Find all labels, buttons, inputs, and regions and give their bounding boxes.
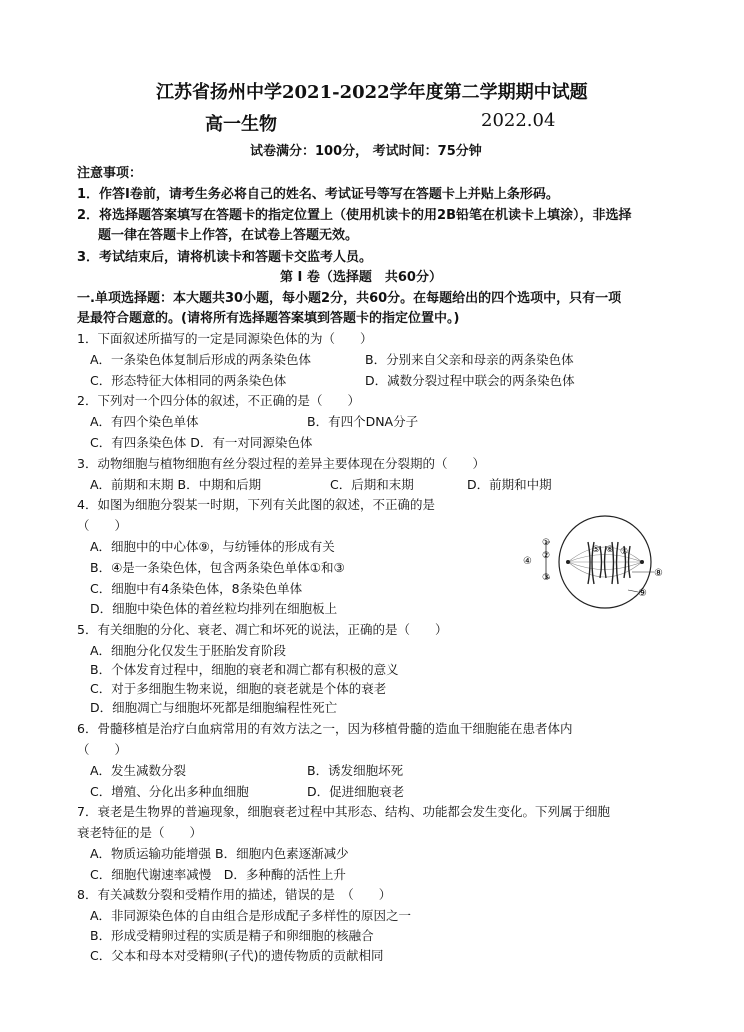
notice-item: 题一律在答题卡上作答，在试卷上答题无效。 (98, 228, 359, 243)
option-b: B．形成受精卵过程的实质是精子和卵细胞的核融合 (90, 928, 374, 943)
label-1: ① (542, 538, 551, 548)
exam-title: 江苏省扬州中学2021-2022学年度第二学期期中试题 (156, 82, 588, 103)
question-stem: 8．有关减数分裂和受精作用的描述，错误的是 （ ） (77, 887, 392, 902)
question-stem: 6．骨髓移植是治疗白血病常用的有效方法之一，因为移植骨髓的造血干细胞能在患者体内 (77, 721, 573, 736)
notice-item: 1．作答Ⅰ卷前，请考生务必将自己的姓名、考试证号等写在答题卡上并贴上条形码。 (77, 187, 559, 202)
option-cd: C．有四条染色体 D．有一对同源染色体 (90, 435, 313, 450)
question-stem: 5．有关细胞的分化、衰老、凋亡和坏死的说法，正确的是（ ） (77, 622, 448, 637)
option-d: D．促进细胞衰老 (307, 784, 405, 799)
option-b: B．有四个DNA分子 (307, 414, 419, 429)
section-title: 第 Ⅰ 卷（选择题 共60分） (280, 270, 442, 285)
label-3: ③ (542, 573, 551, 583)
option-b: B．分别来自父亲和母亲的两条染色体 (365, 352, 574, 367)
option-b: B．诱发细胞坏死 (307, 763, 404, 778)
option-b: B．④是一条染色体，包含两条染色单体①和③ (90, 560, 345, 575)
label-7: ⑦ (620, 547, 629, 557)
exam-date: 2022.04 (481, 110, 556, 131)
cell-division-figure (520, 512, 680, 612)
option-a: A．有四个染色单体 (90, 414, 199, 429)
option-d: D．减数分裂过程中联会的两条染色体 (365, 373, 575, 388)
label-6: ⑥ (606, 545, 615, 555)
option-c: C．对于多细胞生物来说，细胞的衰老就是个体的衰老 (90, 681, 387, 696)
question-stem: 2．下列对一个四分体的叙述，不正确的是（ ） (77, 393, 360, 408)
option-a: A．一条染色体复制后形成的两条染色体 (90, 352, 312, 367)
label-2: ② (542, 551, 551, 561)
exam-info: 试卷满分：100分， 考试时间：75分钟 (250, 144, 482, 159)
label-8: ⑧ (654, 568, 663, 579)
answer-paren: （ ） (77, 742, 128, 757)
option-b: B．个体发育过程中，细胞的衰老和凋亡都有积极的意义 (90, 662, 399, 677)
option-ab: A．物质运输功能增强 B．细胞内色素逐渐减少 (90, 846, 349, 861)
notice-item: 3．考试结束后，请将机读卡和答题卡交监考人员。 (77, 250, 373, 265)
answer-paren: （ ） (77, 518, 128, 533)
option-c: C．父本和母本对受精卵(子代)的遗传物质的贡献相同 (90, 948, 384, 963)
option-ab: A．前期和末期 B．中期和后期 (90, 477, 262, 492)
option-d: D．细胞凋亡与细胞坏死都是细胞编程性死亡 (90, 700, 338, 715)
option-a: A．发生减数分裂 (90, 763, 187, 778)
question-stem: 3．动物细胞与植物细胞有丝分裂过程的差异主要体现在分裂期的（ ） (77, 456, 485, 471)
centriole-left (566, 560, 570, 564)
option-a: A．细胞中的中心体⑨，与纺锤体的形成有关 (90, 539, 335, 554)
option-cd: C．细胞代谢速率减慢 D．多种酶的活性上升 (90, 867, 346, 882)
question-stem-cont: 衰老特征的是（ ） (77, 825, 203, 840)
option-d: D．细胞中染色体的着丝粒均排列在细胞板上 (90, 601, 338, 616)
notice-heading: 注意事项： (77, 166, 143, 181)
subject-label: 高一生物 (205, 114, 277, 135)
option-c: C．增殖、分化出多种血细胞 (90, 784, 249, 799)
option-a: A．非同源染色体的自由组合是形成配子多样性的原因之一 (90, 908, 412, 923)
question-stem: 1．下面叙述所描写的一定是同源染色体的为（ ） (77, 331, 373, 346)
label-9: ⑨ (638, 588, 647, 599)
centriole-right (640, 560, 644, 564)
option-c: C．后期和末期 (330, 477, 414, 492)
option-a: A．细胞分化仅发生于胚胎发育阶段 (90, 643, 287, 658)
option-c: C．细胞中有4条染色体，8条染色单体 (90, 581, 303, 596)
section-instruction: 是最符合题意的。(请将所有选择题答案填到答题卡的指定位置中。) (77, 311, 460, 326)
option-c: C．形态特征大体相同的两条染色体 (90, 373, 287, 388)
question-stem: 4．如图为细胞分裂某一时期，下列有关此图的叙述，不正确的是 (77, 497, 435, 512)
section-instruction: 一.单项选择题：本大题共30小题，每小题2分，共60分。在每题给出的四个选项中，只有一项 (77, 291, 622, 306)
label-4: ④ (523, 556, 532, 567)
option-d: D．前期和中期 (467, 477, 552, 492)
label-5: ⑤ (592, 545, 601, 555)
notice-item: 2．将选择题答案填写在答题卡的指定位置上（使用机读卡的用2B铅笔在机读卡上填涂），非选择 (77, 208, 632, 223)
question-stem: 7．衰老是生物界的普遍现象，细胞衰老过程中其形态、结构、功能都会发生变化。下列属于细胞 (77, 804, 610, 819)
